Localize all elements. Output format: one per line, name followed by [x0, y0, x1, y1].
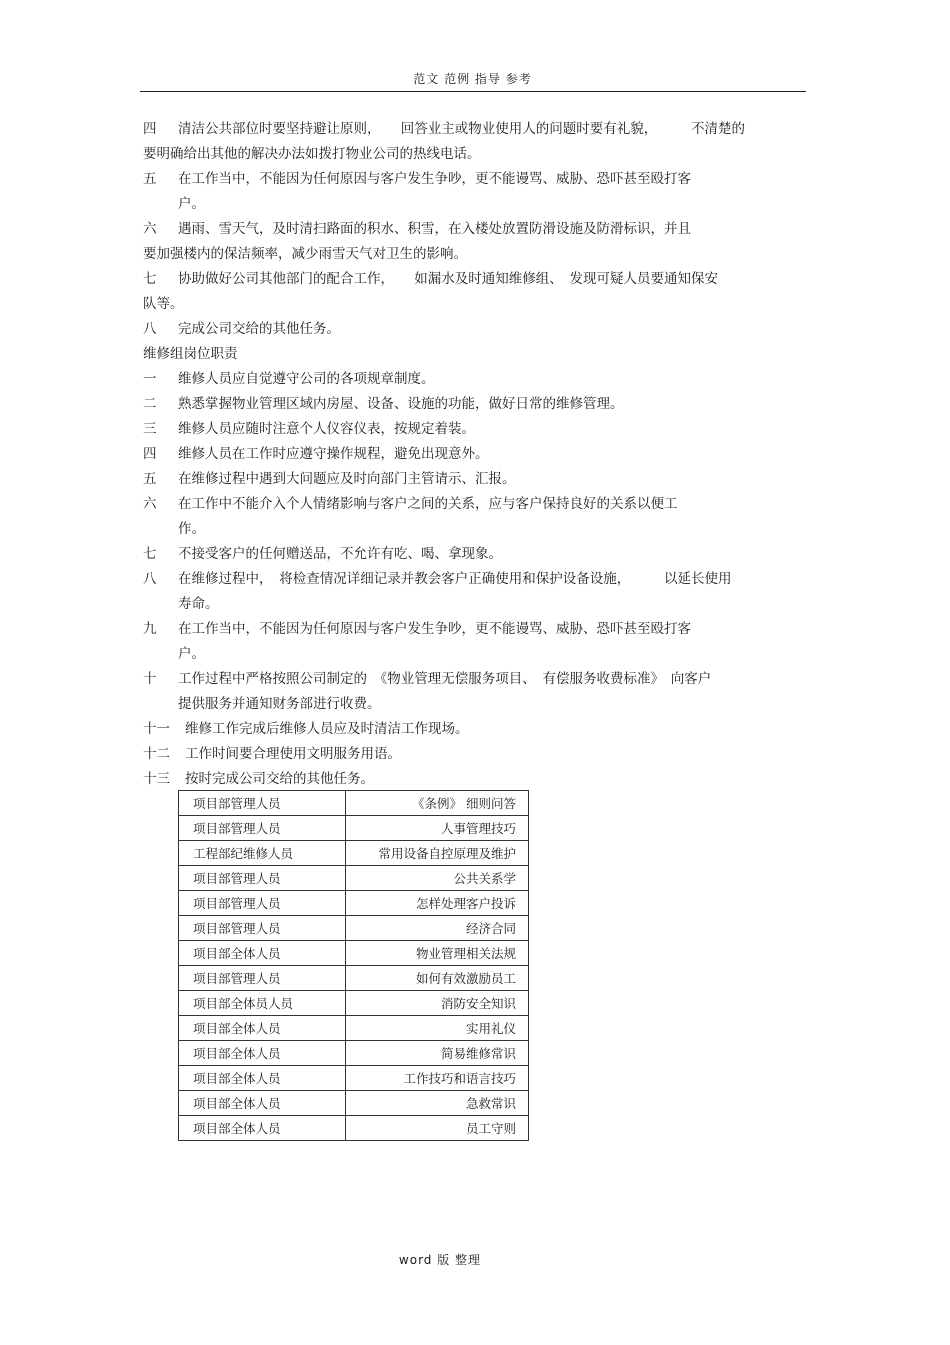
item-number: 七	[143, 546, 157, 562]
table-row	[179, 1041, 529, 1066]
item-text-line: 队等。	[143, 296, 184, 312]
table-row	[179, 791, 529, 816]
topic-cell: 实用礼仪	[346, 1016, 529, 1041]
item-text-line: 清洁公共部位时要坚持避让原则， 回答业主或物业使用人的问题时要有礼貌， 不清楚的	[178, 121, 745, 137]
item-text-line: 在工作当中，不能因为任何原因与客户发生争吵，更不能谩骂、威胁、恐吓甚至殴打客	[178, 171, 691, 187]
list-item	[143, 417, 805, 442]
list-item	[143, 617, 805, 667]
topic-cell: 物业管理相关法规	[346, 941, 529, 966]
item-text-line: 在维修过程中遇到大问题应及时向部门主管请示、汇报。	[178, 471, 516, 487]
item-number: 四	[143, 446, 157, 462]
topic-cell: 怎样处理客户投诉	[346, 891, 529, 916]
table-row	[179, 1116, 529, 1141]
item-text-line: 完成公司交给的其他任务。	[178, 321, 340, 337]
item-text-line: 提供服务并通知财务部进行收费。	[178, 696, 381, 712]
page-header: 范文 范例 指导 参考	[413, 72, 532, 86]
item-text-line: 工作时间要合理使用文明服务用语。	[185, 746, 401, 762]
list-item	[143, 317, 805, 342]
item-number: 八	[143, 571, 157, 587]
item-text-line: 遇雨、雪天气，及时清扫路面的积水、积雪，在入楼处放置防滑设施及防滑标识，并且	[178, 221, 691, 237]
table-row	[179, 966, 529, 991]
item-text-line: 工作过程中严格按照公司制定的 《物业管理无偿服务项目、 有偿服务收费标准》 向客户	[178, 671, 712, 687]
page-footer: word 版 整理	[398, 1253, 482, 1267]
item-text-line: 作。	[178, 521, 205, 537]
topic-cell: 工作技巧和语言技巧	[346, 1066, 529, 1091]
list-item	[143, 467, 805, 492]
header-rule	[140, 91, 806, 92]
audience-cell: 项目部管理人员	[179, 791, 346, 816]
audience-cell: 项目部管理人员	[179, 966, 346, 991]
audience-cell: 项目部全体人员	[179, 1091, 346, 1116]
item-number: 二	[143, 396, 157, 412]
list-item	[143, 117, 805, 167]
table-row	[179, 941, 529, 966]
audience-cell: 项目部全体人员	[179, 941, 346, 966]
item-number: 四	[143, 121, 157, 137]
item-text-line: 维修工作完成后维修人员应及时清洁工作现场。	[185, 721, 469, 737]
list-item	[143, 267, 805, 317]
item-number: 七	[143, 271, 157, 287]
topic-cell: 经济合同	[346, 916, 529, 941]
item-text-line: 维修人员应自觉遵守公司的各项规章制度。	[178, 371, 435, 387]
document-body	[143, 117, 805, 792]
item-number: 八	[143, 321, 157, 337]
audience-cell: 项目部管理人员	[179, 816, 346, 841]
audience-cell: 项目部全体人员	[179, 1041, 346, 1066]
table-row	[179, 991, 529, 1016]
list-item	[143, 217, 805, 267]
cleaning-duties-list	[143, 117, 805, 342]
item-text-line: 户。	[178, 196, 205, 212]
list-item	[143, 717, 805, 742]
item-number: 一	[143, 371, 157, 387]
item-number: 十一	[143, 721, 170, 737]
topic-cell: 《条例》 细则问答	[346, 791, 529, 816]
item-number: 五	[143, 171, 157, 187]
item-text-line: 不接受客户的任何赠送品，不允许有吃、喝、拿现象。	[178, 546, 502, 562]
item-text-line: 维修人员应随时注意个人仪容仪表，按规定着装。	[178, 421, 475, 437]
table-row	[179, 891, 529, 916]
item-text-line: 要加强楼内的保洁频率，减少雨雪天气对卫生的影响。	[143, 246, 467, 262]
topic-cell: 人事管理技巧	[346, 816, 529, 841]
item-text-line: 寿命。	[178, 596, 219, 612]
audience-cell: 项目部全体人员	[179, 1016, 346, 1041]
table-row	[179, 1066, 529, 1091]
item-number: 十三	[143, 771, 170, 787]
list-item	[143, 567, 805, 617]
list-item	[143, 767, 805, 792]
topic-cell: 常用设备自控原理及维护	[346, 841, 529, 866]
topic-cell: 急救常识	[346, 1091, 529, 1116]
list-item	[143, 167, 805, 217]
maintenance-duties-list	[143, 367, 805, 792]
item-text-line: 要明确给出其他的解决办法如拨打物业公司的热线电话。	[143, 146, 481, 162]
audience-cell: 项目部管理人员	[179, 866, 346, 891]
item-number: 三	[143, 421, 157, 437]
item-text-line: 在工作中不能介入个人情绪影响与客户之间的关系，应与客户保持良好的关系以便工	[178, 496, 678, 512]
item-text-line: 户。	[178, 646, 205, 662]
table-row	[179, 866, 529, 891]
audience-cell: 项目部管理人员	[179, 891, 346, 916]
topic-cell: 如何有效激励员工	[346, 966, 529, 991]
section-title: 维修组岗位职责	[143, 346, 238, 362]
table-row	[179, 841, 529, 866]
topic-cell: 公共关系学	[346, 866, 529, 891]
item-text-line: 维修人员在工作时应遵守操作规程，避免出现意外。	[178, 446, 489, 462]
item-number: 十二	[143, 746, 170, 762]
list-item	[143, 492, 805, 542]
audience-cell: 项目部全体员人员	[179, 991, 346, 1016]
topic-cell: 员工守则	[346, 1116, 529, 1141]
topic-cell: 简易维修常识	[346, 1041, 529, 1066]
list-item	[143, 442, 805, 467]
item-number: 九	[143, 621, 157, 637]
table-row	[179, 816, 529, 841]
table-row	[179, 1091, 529, 1116]
table-row	[179, 916, 529, 941]
topic-cell: 消防安全知识	[346, 991, 529, 1016]
list-item	[143, 392, 805, 417]
item-number: 十	[143, 671, 157, 687]
audience-cell: 项目部管理人员	[179, 916, 346, 941]
list-item	[143, 367, 805, 392]
item-text-line: 在工作当中，不能因为任何原因与客户发生争吵，更不能谩骂、威胁、恐吓甚至殴打客	[178, 621, 691, 637]
table-row	[179, 1016, 529, 1041]
item-number: 五	[143, 471, 157, 487]
audience-cell: 项目部全体人员	[179, 1116, 346, 1141]
list-item	[143, 742, 805, 767]
item-number: 六	[143, 221, 157, 237]
audience-cell: 工程部纪维修人员	[179, 841, 346, 866]
list-item	[143, 542, 805, 567]
training-table	[178, 790, 529, 1141]
item-text-line: 协助做好公司其他部门的配合工作， 如漏水及时通知维修组、 发现可疑人员要通知保安	[178, 271, 718, 287]
list-item	[143, 667, 805, 717]
audience-cell: 项目部全体人员	[179, 1066, 346, 1091]
item-text-line: 熟悉掌握物业管理区域内房屋、设备、设施的功能，做好日常的维修管理。	[178, 396, 624, 412]
item-number: 六	[143, 496, 157, 512]
item-text-line: 在维修过程中， 将检查情况详细记录并教会客户正确使用和保护设备设施， 以延长使用	[178, 571, 732, 587]
item-text-line: 按时完成公司交给的其他任务。	[185, 771, 374, 787]
